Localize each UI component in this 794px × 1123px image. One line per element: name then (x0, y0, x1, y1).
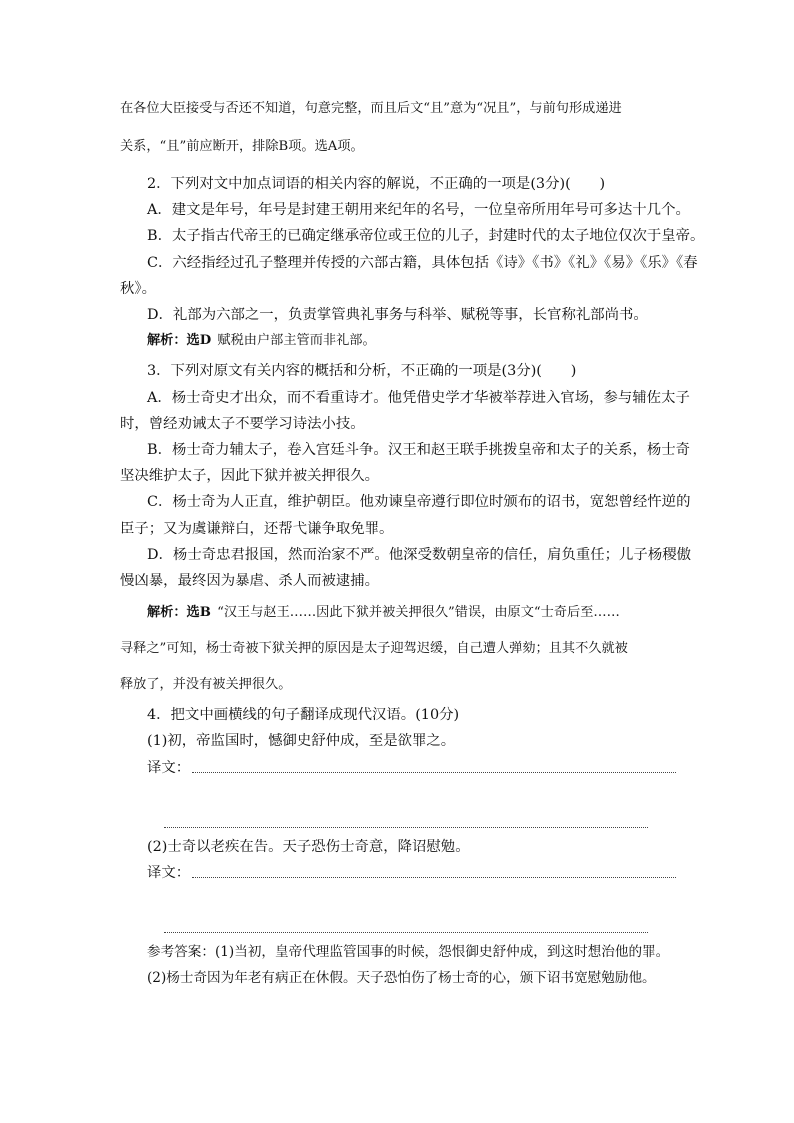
question-4: 4．把文中画横线的句子翻译成现代汉语。(10分) (147, 707, 460, 724)
question-3-option-d-cont: 慢凶暴，最终因为暴虐、杀人而被逮捕。 (120, 573, 380, 590)
answer-continuation-line-1: 在各位大臣接受与否还不知道，句意完整，而且后文“且”意为“况且”，与前句形成递进 (120, 101, 622, 116)
document-page (120, 94, 705, 992)
question-3-option-d: D．杨士奇忠君报国，然而治家不严。他深受数朝皇帝的信任，肩负重任；儿子杨稷傲 (147, 546, 691, 563)
translation-label: 译文： (147, 759, 191, 776)
question-3-analysis-cont-1: 寻释之”可知，杨士奇被下狱关押的原因是太子迎驾迟缓，自己遭人弹劾；且其不久就被 (120, 641, 628, 657)
question-3-option-a-cont: 时，曾经劝诫太子不要学习诗法小技。 (120, 415, 365, 432)
translation-row-1 (120, 755, 676, 781)
answer-continuation-line-2: 关系，“且”前应断开，排除B项。选A项。 (120, 139, 364, 154)
translation-label: 译文： (147, 865, 191, 882)
reference-answer-2: (2)杨士奇因为年老有病正在休假。天子恐怕伤了杨士奇的心，颁下诏书宽慰勉励他。 (147, 970, 656, 987)
translation-row-2 (120, 860, 676, 886)
translation-answer-line[interactable] (192, 772, 676, 773)
question-2: 2．下列对文中加点词语的相关内容的解说，不正确的一项是(3分)( ) (147, 176, 606, 192)
question-2-option-c-cont: 秋》。 (120, 280, 156, 297)
question-3-analysis (120, 598, 676, 628)
question-3-analysis-cont-2: 释放了，并没有被关押很久。 (120, 677, 292, 693)
question-3-option-c: C．杨士奇为人正直，维护朝臣。他劝谏皇帝遵行即位时颁布的诏书，宽恕曾经忤逆的 (147, 494, 691, 511)
question-3: 3．下列对原文有关内容的概括和分析，不正确的一项是(3分)( ) (147, 363, 577, 380)
question-2-option-a: A．建文是年号，年号是封建王朝用来纪年的名号，一位皇帝所用年号可多达十几个。 (147, 202, 690, 219)
question-2-option-d: D．礼部为六部之一，负责掌管典礼事务与科举、赋税等事，长官称礼部尚书。 (147, 307, 648, 324)
analysis-text: 赋税由户部主管而非礼部。 (217, 333, 376, 349)
reference-answer-1: 参考答案：(1)当初，皇帝代理监管国事的时候，怨恨御史舒仲成，到这时想治他的罪。 (147, 944, 670, 961)
question-4-sentence-2: (2)士奇以老疾在告。天子恐伤士奇意，降诏慰勉。 (147, 838, 470, 855)
question-2-option-c: C．六经指经过孔子整理并传授的六部古籍，具体包括《诗》《书》《礼》《易》《乐》《春 (147, 254, 698, 271)
question-3-option-c-cont: 臣子；又为虞谦辩白，还帮弋谦争取免罪。 (120, 520, 394, 537)
question-2-option-b: B．太子指古代帝王的已确定继承帝位或王位的儿子，封建时代的太子地位仅次于皇帝。 (147, 228, 705, 245)
translation-answer-line[interactable] (192, 877, 676, 878)
question-3-option-b-cont: 坚决维护太子，因此下狱并被关押很久。 (120, 468, 380, 485)
analysis-text: “汉王与赵王……因此下狱并被关押很久”错误，由原文“士奇后至…… (217, 605, 620, 621)
analysis-key: 解析：选B (147, 605, 211, 621)
question-4-sentence-1: (1)初，帝监国时，憾御史舒仲成，至是欲罪之。 (147, 733, 456, 750)
question-3-option-a: A．杨士奇史才出众，而不看重诗才。他凭借史学才华被举荐进入官场，参与辅佐太子 (147, 389, 690, 406)
question-2-analysis (120, 328, 676, 354)
analysis-key: 解析：选D (147, 333, 212, 349)
question-3-option-b: B．杨士奇力辅太子，卷入宫廷斗争。汉王和赵王联手挑拨皇帝和太子的关系，杨士奇 (147, 442, 691, 459)
